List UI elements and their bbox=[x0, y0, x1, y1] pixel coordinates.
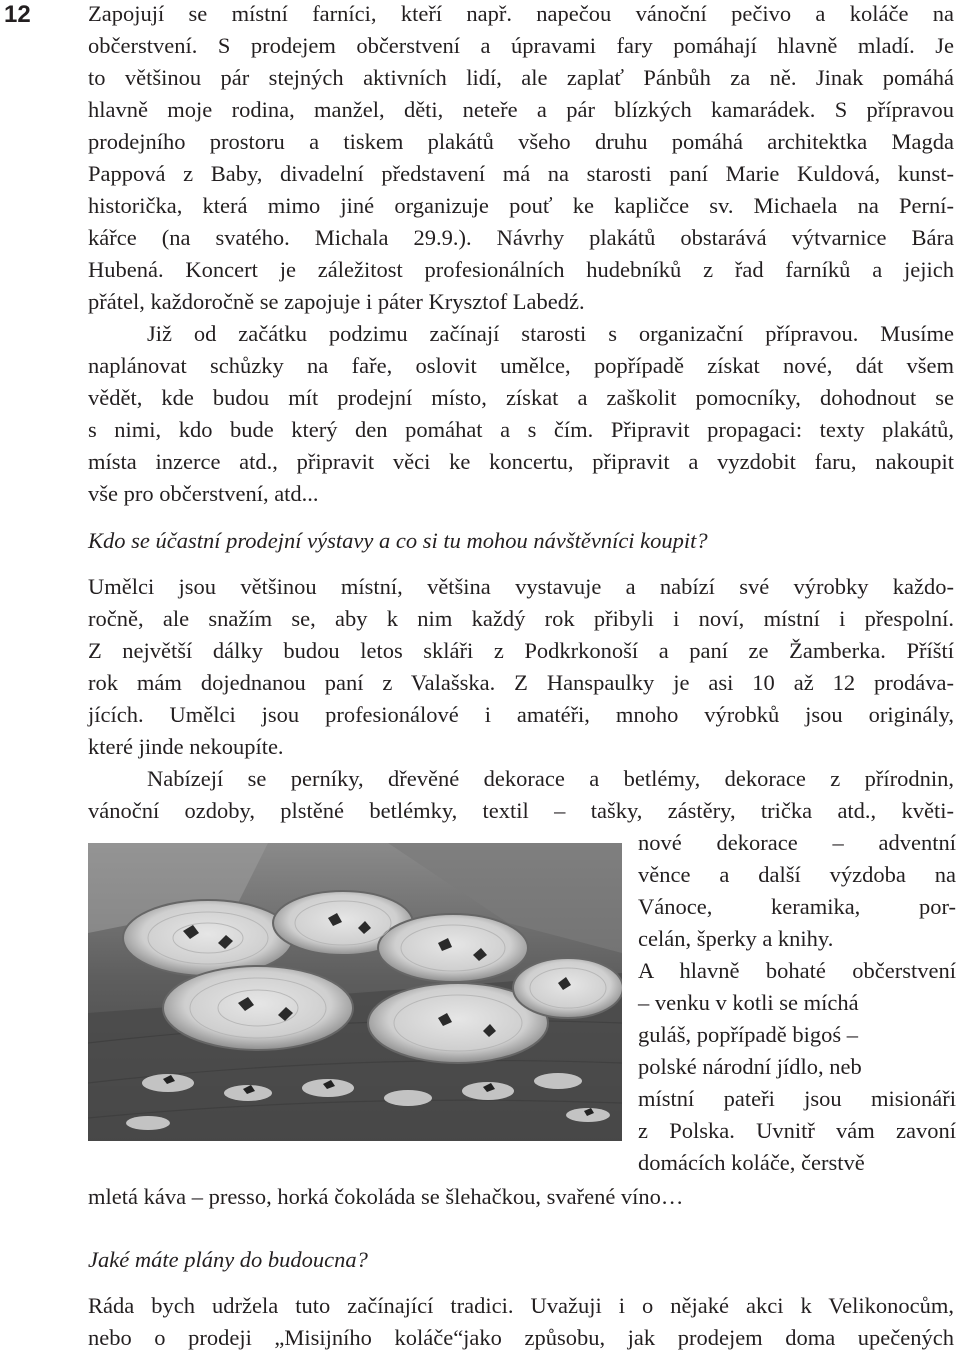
paragraph-line: Pappová z Baby, divadelní představení má na starosti paní Marie Kuldová, kunst- bbox=[88, 161, 954, 186]
paragraph-line: vědět, kde budou mít prodejní místo, získat a zaškolit pomocníky, dohodnout se bbox=[88, 385, 954, 410]
paragraph-line: hlavně moje rodina, manžel, děti, neteře a pár blízkých kamarádek. S přípravou bbox=[88, 97, 954, 122]
wrapped-line: Vánoce, keramika, por- bbox=[638, 894, 956, 919]
paragraph-line: Zapojují se místní farníci, kteří např. napečou vánoční pečivo a koláče na bbox=[88, 1, 954, 26]
wrapped-line: místní pateři jsou misionáři bbox=[638, 1086, 956, 1111]
paragraph-line: nebo o prodeji „Misijního koláče“jako způsobu, jak prodejem doma upečených bbox=[88, 1325, 954, 1350]
paragraph-line: Umělci jsou většinou místní, většina vystavuje a nabízí své výrobky každo- bbox=[88, 574, 954, 599]
paragraph-line: Již od začátku podzimu začínají starosti s organizační přípravou. Musíme bbox=[147, 321, 954, 346]
paragraph-line: místa inzerce atd., připravit věci ke koncertu, připravit a vyzdobit faru, nakoupit bbox=[88, 449, 954, 474]
paragraph-line: jících. Umělci jsou profesionálové i amatéři, mnoho výrobků jsou originály, bbox=[88, 702, 954, 727]
paragraph-line: ročně, ale snažím se, aby k nim každý rok přibyli i noví, místní i přespolní. bbox=[88, 606, 954, 631]
photo-illustration bbox=[88, 843, 622, 1141]
paragraph-line: které jinde nekoupíte. bbox=[88, 734, 284, 759]
paragraph-line: vánoční ozdoby, plstěné betlémky, textil – tašky, zástěry, trička atd., květi- bbox=[88, 798, 954, 823]
paragraph-line: s nimi, kdo bude který den pomáhat a s čím. Připravit propagaci: texty plakátů, bbox=[88, 417, 954, 442]
paragraph-line: historička, která mimo jiné organizuje pouť ke kapličce sv. Michaela na Perní- bbox=[88, 193, 954, 218]
paragraph-line: přátel, každoročně se zapojuje i páter Krysztof Labedź. bbox=[88, 289, 585, 314]
paragraph-line: to většinou pár stejných aktivních lidí, ale zaplať Pánbůh za ně. Jinak pomáhá bbox=[88, 65, 954, 90]
paragraph-line: vše pro občerstvení, atd... bbox=[88, 481, 319, 506]
paragraph-line: občerstvení. S prodejem občerstvení a úpravami fary pomáhají hlavně mladí. Je bbox=[88, 33, 954, 58]
wrapped-line: celán, šperky a knihy. bbox=[638, 926, 834, 951]
page-number: 12 bbox=[4, 1, 31, 28]
paragraph-line: naplánovat schůzky na faře, oslovit umělce, popřípadě získat nové, dát všem bbox=[88, 353, 954, 378]
wrapped-line: A hlavně bohaté občerstvení bbox=[638, 958, 956, 983]
wrapped-line: domácích koláče, čerstvě bbox=[638, 1150, 865, 1175]
wrapped-line: polské národní jídlo, neb bbox=[638, 1054, 862, 1079]
paragraph-line: mletá káva – presso, horká čokoláda se šlehačkou, svařené víno… bbox=[88, 1184, 684, 1209]
paragraph-line: Ráda bych udržela tuto začínající tradici. Uvažuji i o nějaké akci k Velikonocům, bbox=[88, 1293, 954, 1318]
paragraph-line: Nabízejí se perníky, dřevěné dekorace a betlémy, dekorace z přírodnin, bbox=[147, 766, 954, 791]
interview-question: Kdo se účastní prodejní výstavy a co si tu mohou návštěvníci koupit? bbox=[88, 528, 708, 553]
wrapped-line: z Polska. Uvnitř vám zavoní bbox=[638, 1118, 956, 1143]
wrapped-line: guláš, popřípadě bigoś – bbox=[638, 1022, 858, 1047]
paragraph-line: Hubená. Koncert je záležitost profesionálních hudebníků z řad farníků a jejich bbox=[88, 257, 954, 282]
interview-question: Jaké máte plány do budoucna? bbox=[88, 1247, 368, 1272]
wrapped-line: – venku v kotli se míchá bbox=[638, 990, 859, 1015]
wrapped-line: věnce a další výzdoba na bbox=[638, 862, 956, 887]
photo-woven-baskets-with-cookies bbox=[88, 843, 622, 1141]
paragraph-line: prodejního prostoru a tiskem plakátů všeho druhu pomáhá architektka Magda bbox=[88, 129, 954, 154]
paragraph-line: kářce (na svatého. Michala 29.9.). Návrhy plakátů obstarává výtvarnice Bára bbox=[88, 225, 954, 250]
paragraph-line: rok mám dojednanou paní z Valašska. Z Hanspaulky je asi 10 až 12 prodáva- bbox=[88, 670, 954, 695]
wrapped-line: nové dekorace – adventní bbox=[638, 830, 956, 855]
paragraph-line: Z největší dálky budou letos skláři z Podkrkonoší a paní ze Žamberka. Příští bbox=[88, 638, 954, 663]
